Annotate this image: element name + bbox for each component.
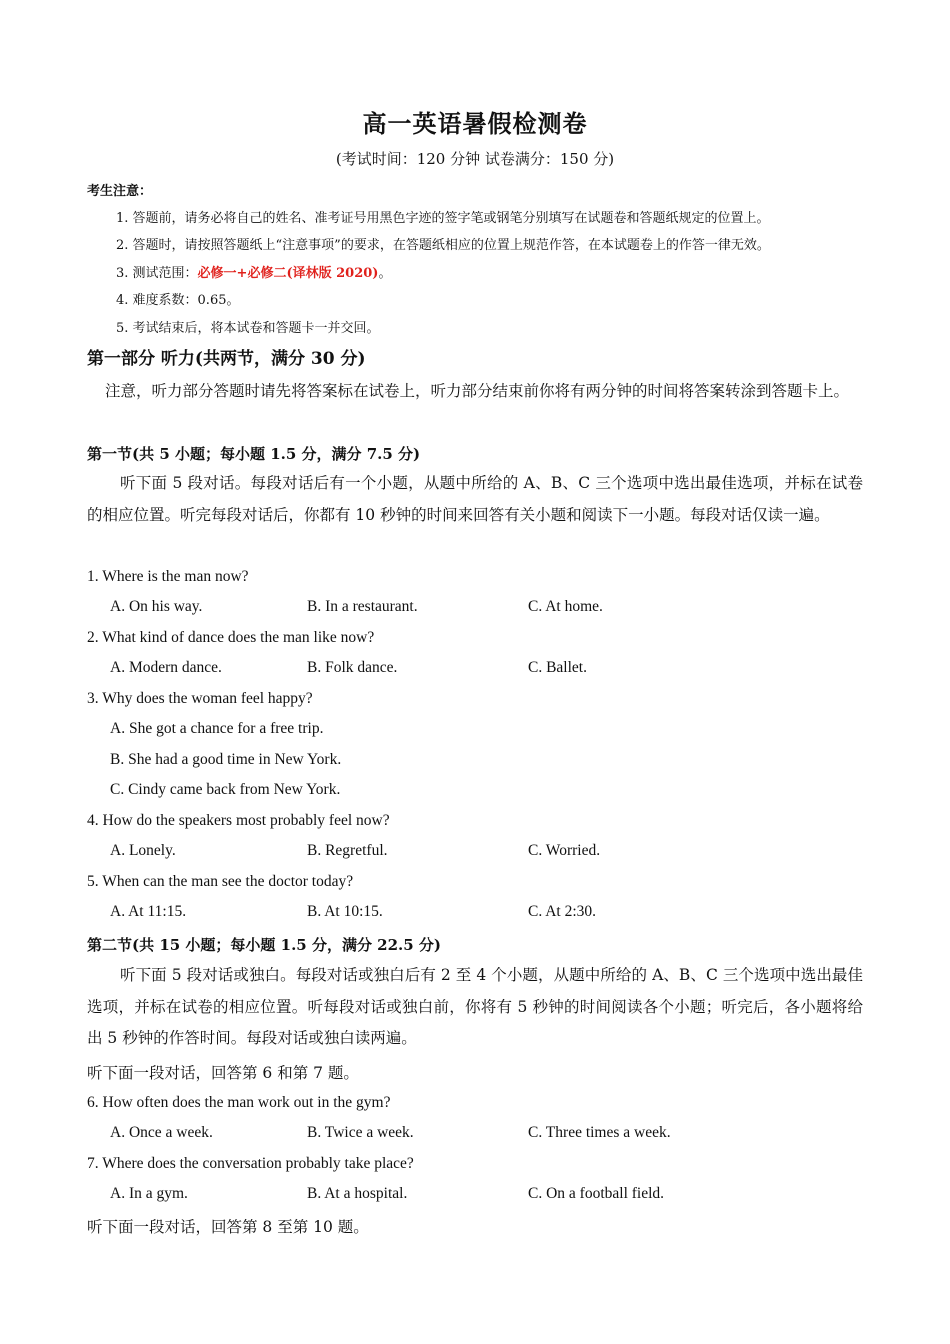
- notice-item: 5. 考试结束后，将本试卷和答题卡一并交回。: [116, 321, 380, 336]
- option-c: C. On a football field.: [528, 1185, 665, 1202]
- question: 2. What kind of dance does the man like now?: [87, 629, 375, 646]
- option-a: A. In a gym.: [110, 1185, 188, 1202]
- option-b: B. She had a good time in New York.: [110, 751, 342, 768]
- part1-heading: 第一部分 听力(共两节，满分 30 分): [87, 349, 366, 369]
- option-c: C. Ballet.: [528, 659, 587, 676]
- option-b: B. Twice a week.: [307, 1124, 414, 1141]
- option-a: A. Modern dance.: [110, 659, 222, 676]
- part1-intro: 注意，听力部分答题时请先将答案标在试卷上，听力部分结束前你将有两分钟的时间将答案转涂到答题卡上。: [105, 382, 850, 400]
- section2-instructions: 听下面 5 段对话或独白。每段对话或独白后有 2 至 4 个小题，从题中所给的 A、B、C 三个选项中选出最佳选项，并标在试卷的相应位置。听每段对话或独白前，你将有 5 秒钟的时间阅读各个小题；听完后，各小题将给出 5 秒钟的作答时间。每段对话或独白读两遍。: [87, 966, 863, 1047]
- dialogue-instruction: 听下面一段对话，回答第 8 至第 10 题。: [87, 1218, 369, 1236]
- notice-item-scope: [116, 262, 391, 281]
- option-b: B. Folk dance.: [307, 659, 398, 676]
- question: 4. How do the speakers most probably feel now?: [87, 812, 390, 829]
- option-a: A. Once a week.: [110, 1124, 213, 1141]
- scope-suffix: 。: [378, 266, 392, 281]
- dialogue-instruction: 听下面一段对话，回答第 6 和第 7 题。: [87, 1064, 359, 1082]
- question: 7. Where does the conversation probably take place?: [87, 1155, 414, 1172]
- question: 1. Where is the man now?: [87, 568, 249, 585]
- page-title: 高一英语暑假检测卷: [362, 109, 588, 138]
- option-b: B. In a restaurant.: [307, 598, 418, 615]
- scope-label: 3. 测试范围：: [116, 266, 198, 281]
- notice-item: 2. 答题时，请按照答题纸上“注意事项”的要求，在答题纸相应的位置上规范作答，在本试题卷上的作答一律无效。: [116, 238, 770, 253]
- option-b: B. Regretful.: [307, 842, 388, 859]
- option-a: A. At 11:15.: [110, 903, 187, 920]
- option-c: C. Worried.: [528, 842, 601, 859]
- option-c: C. At home.: [528, 598, 603, 615]
- section1-heading: 第一节(共 5 小题；每小题 1.5 分，满分 7.5 分): [87, 445, 421, 463]
- question: 6. How often does the man work out in the gym?: [87, 1094, 391, 1111]
- option-b: B. At a hospital.: [307, 1185, 408, 1202]
- option-c: C. Three times a week.: [528, 1124, 671, 1141]
- question: 5. When can the man see the doctor today?: [87, 873, 354, 890]
- notice-heading: 考生注意：: [87, 184, 153, 199]
- section1-instructions: 听下面 5 段对话。每段对话后有一个小题，从题中所给的 A、B、C 三个选项中选出最佳选项，并标在试卷的相应位置。听完每段对话后，你都有 10 秒钟的时间来回答有关小题和阅读下一小题。每段对话仅读一遍。: [87, 474, 863, 524]
- notice-item: 1. 答题前，请务必将自己的姓名、准考证号用黑色字迹的签字笔或钢笔分别填写在试题卷和答题纸规定的位置上。: [116, 211, 770, 226]
- option-a: A. On his way.: [110, 598, 203, 615]
- exam-time-info: (考试时间：120 分钟 试卷满分：150 分): [335, 150, 615, 168]
- question: 3. Why does the woman feel happy?: [87, 690, 313, 707]
- option-c: C. At 2:30.: [528, 903, 597, 920]
- option-a: A. She got a chance for a free trip.: [110, 720, 324, 737]
- section2-heading: 第二节(共 15 小题；每小题 1.5 分，满分 22.5 分): [87, 936, 442, 954]
- scope-value: 必修一+必修二(译林版 2020): [197, 266, 379, 281]
- option-a: A. Lonely.: [110, 842, 176, 859]
- option-c: C. Cindy came back from New York.: [110, 781, 341, 798]
- notice-item: 4. 难度系数：0.65。: [116, 293, 240, 308]
- option-b: B. At 10:15.: [307, 903, 383, 920]
